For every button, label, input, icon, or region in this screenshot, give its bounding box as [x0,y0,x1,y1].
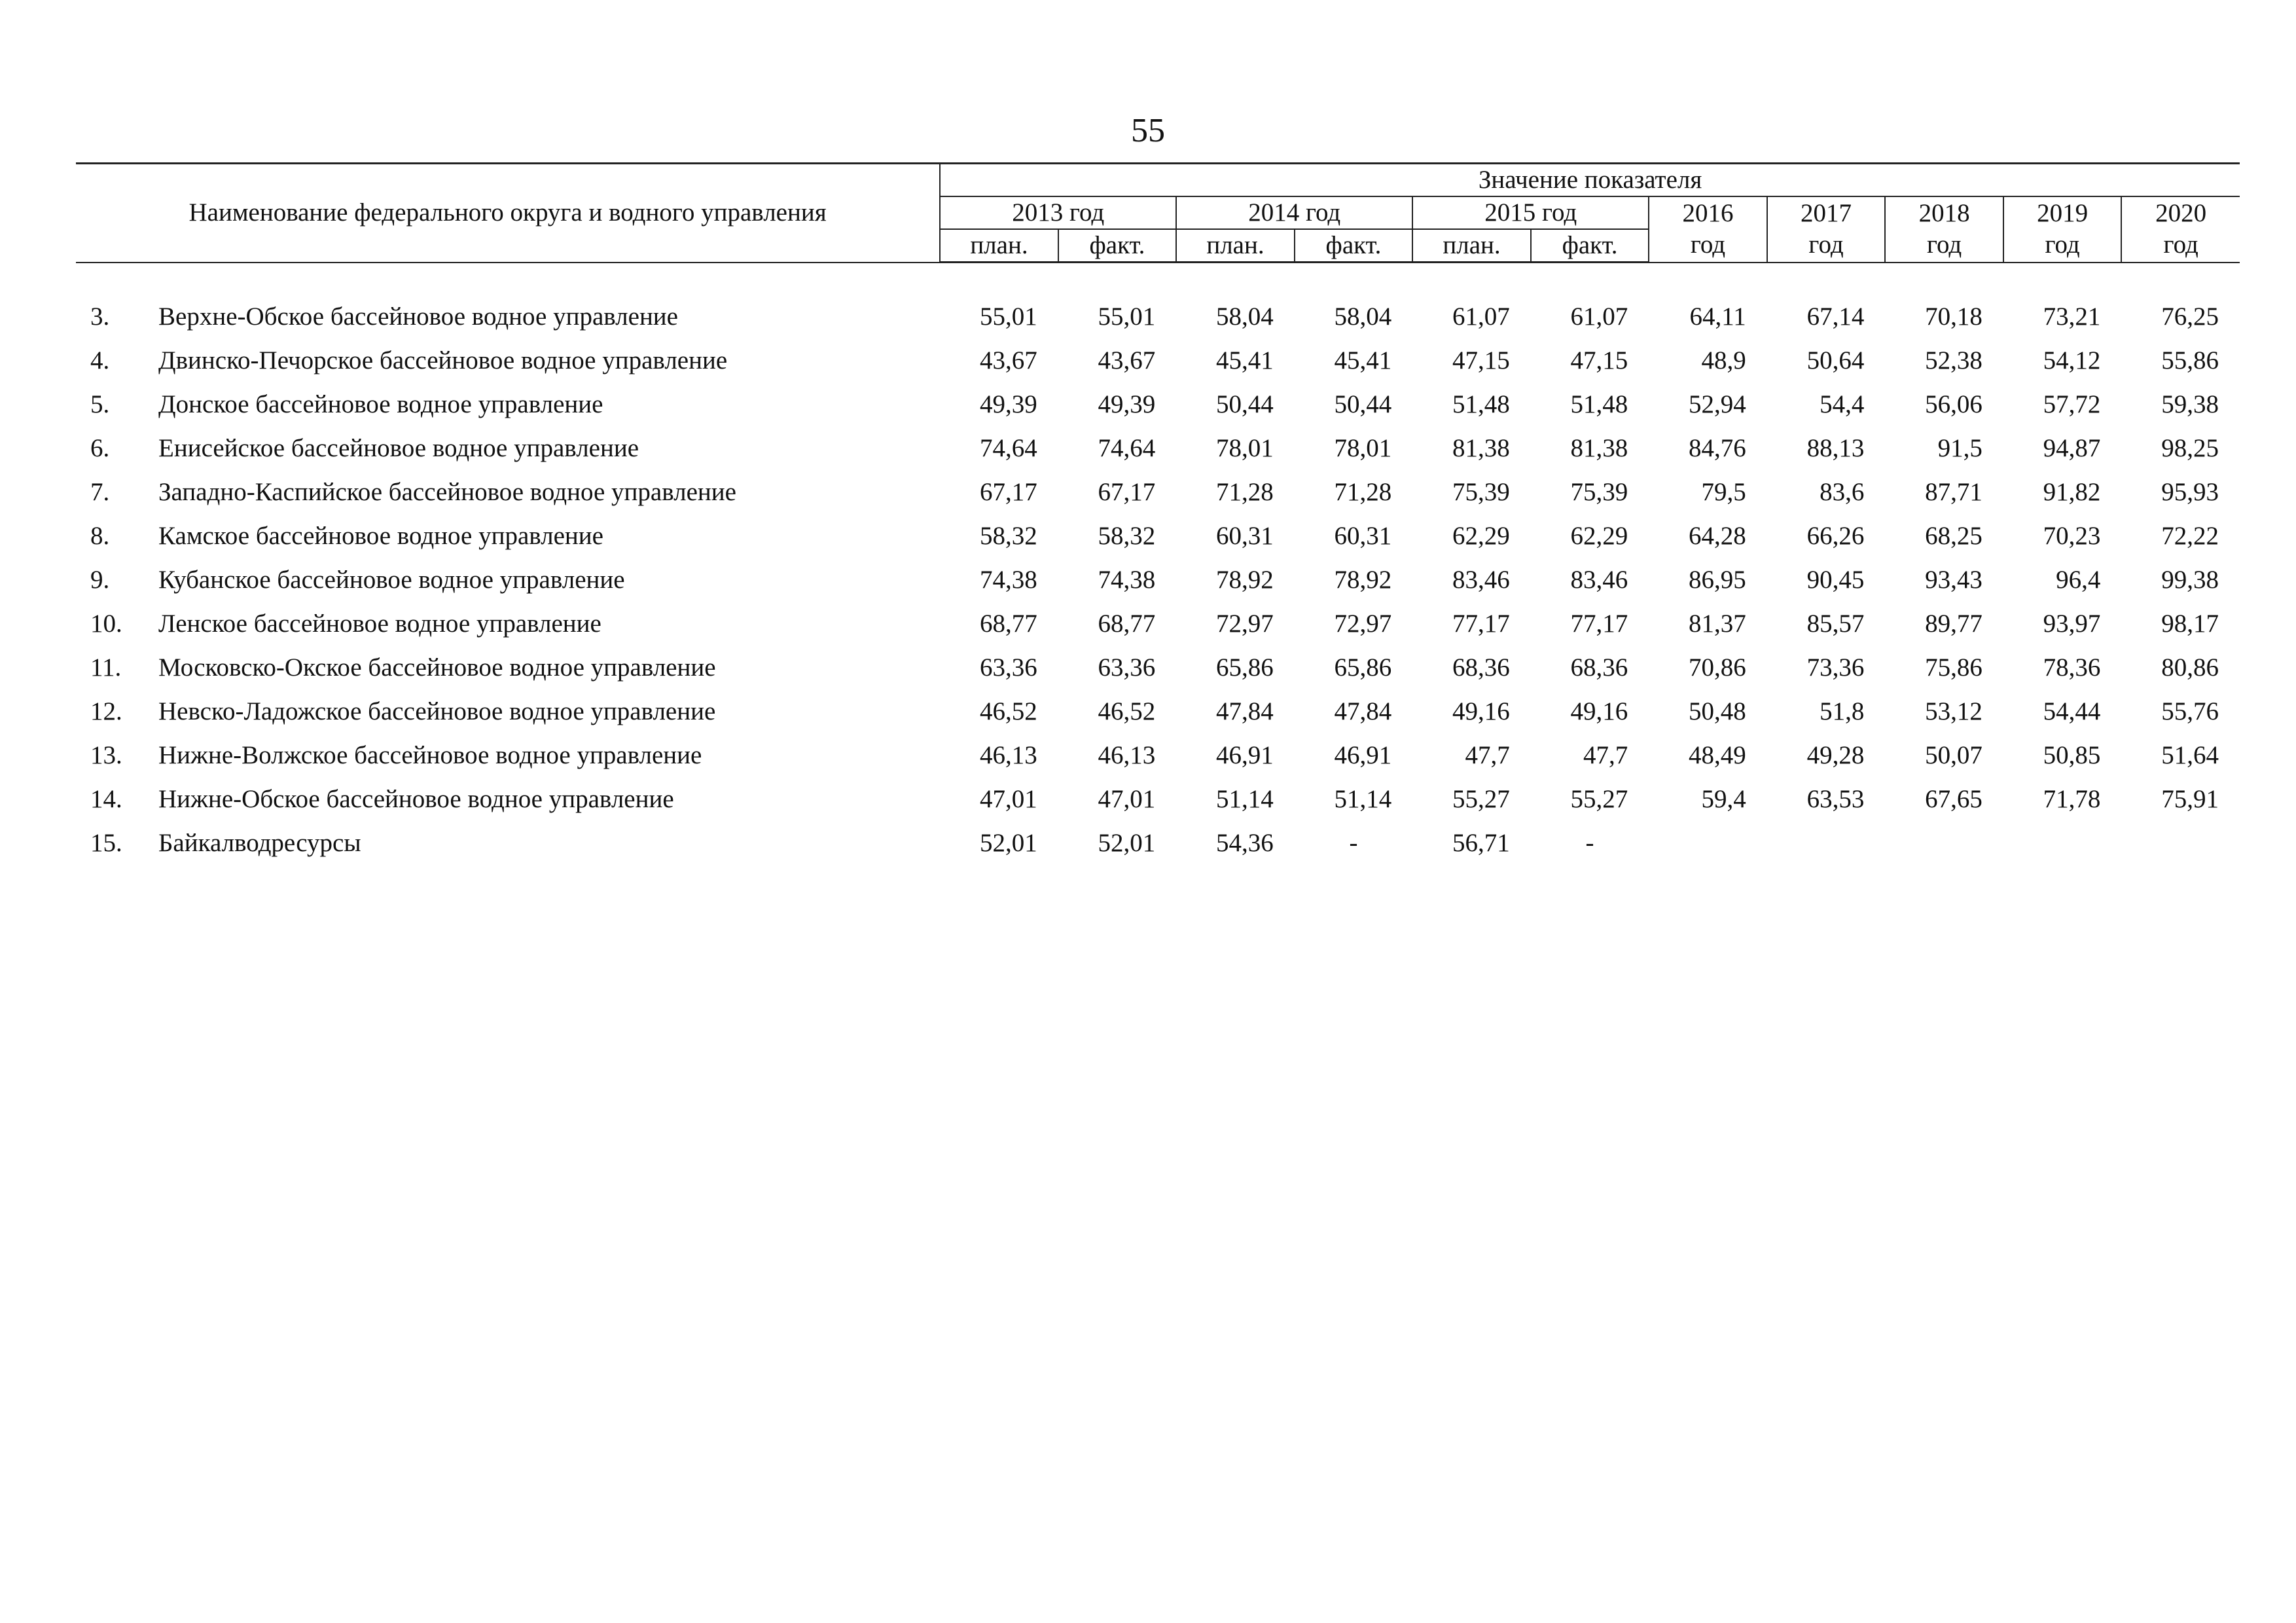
value-cell: 70,86 [1689,653,1746,682]
value-cell: 47,7 [1583,741,1628,769]
value-cell: 55,27 [1452,785,1510,813]
table-row [76,821,2240,865]
header-sub-plan: план. [1176,229,1295,263]
value-cell: 45,41 [1334,346,1392,374]
value-cell: 46,13 [1098,741,1156,769]
value-cell [1885,821,2003,865]
value-cell: 55,01 [979,302,1037,331]
value-cell: 72,97 [1215,610,1274,638]
value-cell: 70,18 [1925,302,1982,331]
value-cell: 50,48 [1689,697,1746,725]
value-cell: 96,4 [2056,566,2101,594]
header-year-2019: 2019 год [2003,196,2122,263]
header-indicator: Значение показателя [940,164,2240,197]
value-cell: 67,65 [1925,785,1982,813]
row-number: 14. [90,785,122,813]
value-cell: 77,17 [1570,610,1628,638]
value-cell: 49,39 [1098,390,1156,418]
header-year-2013: 2013 год [940,196,1176,229]
table-row [76,558,2240,602]
row-number: 6. [90,434,110,462]
value-cell: 46,52 [1098,697,1156,725]
value-cell: 56,06 [1925,390,1982,418]
value-cell: 81,38 [1452,434,1510,462]
value-cell: 51,64 [2161,741,2219,769]
value-cell: 61,07 [1452,302,1510,331]
value-cell: 81,37 [1689,610,1746,638]
value-cell: 93,43 [1925,566,1982,594]
value-cell: 47,84 [1334,697,1392,725]
table-row [76,733,2240,777]
value-cell: 73,21 [2043,302,2101,331]
value-cell: 45,41 [1215,346,1274,374]
value-cell: 59,38 [2161,390,2219,418]
value-cell: 55,27 [1570,785,1628,813]
indicator-table [76,162,2240,865]
header-sub-plan: план. [1412,229,1531,263]
row-name: Байкалводресурсы [158,829,361,857]
value-cell: 48,49 [1689,741,1746,769]
value-cell: 75,39 [1452,478,1510,506]
value-cell: 59,4 [1701,785,1746,813]
value-cell: 84,76 [1689,434,1746,462]
value-cell: 47,84 [1215,697,1274,725]
row-number: 12. [90,697,122,725]
table-body [76,263,2240,866]
header-year-2016: 2016 год [1649,196,1767,263]
page-number: 55 [1131,112,1165,149]
value-cell: 76,25 [2161,302,2219,331]
value-cell: 64,28 [1689,522,1746,550]
value-cell: 88,13 [1806,434,1865,462]
value-cell: 83,46 [1570,566,1628,594]
value-cell: 67,17 [979,478,1037,506]
value-cell: 67,14 [1806,302,1865,331]
value-cell: 63,53 [1806,785,1865,813]
value-cell: 47,7 [1465,741,1510,769]
row-number: 5. [90,390,110,418]
value-cell: 74,38 [979,566,1037,594]
value-cell: 57,72 [2043,390,2101,418]
value-cell: 49,16 [1570,697,1628,725]
value-cell: 51,8 [1820,697,1865,725]
value-cell: 66,26 [1806,522,1865,550]
value-cell: 58,32 [979,522,1037,550]
value-cell [1767,821,1886,865]
value-cell: 94,87 [2043,434,2101,462]
table-row [76,426,2240,470]
value-cell: 49,16 [1452,697,1510,725]
value-cell: 78,01 [1215,434,1274,462]
row-number: 9. [90,566,110,594]
value-cell: 49,28 [1806,741,1865,769]
value-cell: 78,01 [1334,434,1392,462]
value-cell: 52,94 [1689,390,1746,418]
table-row [76,470,2240,514]
header-name-column: Наименование федерального округа и водного управления [76,164,940,263]
value-cell: 93,97 [2043,610,2101,638]
value-cell: 48,9 [1701,346,1746,374]
row-name: Донское бассейновое водное управление [158,390,603,418]
value-cell: 50,07 [1925,741,1982,769]
value-cell: 71,28 [1215,478,1274,506]
value-cell: 65,86 [1334,653,1392,682]
table-row [76,777,2240,821]
value-cell: 95,93 [2161,478,2219,506]
value-cell: 46,52 [979,697,1037,725]
value-cell: 52,38 [1925,346,1982,374]
value-cell: 63,36 [979,653,1037,682]
table-row [76,646,2240,689]
value-cell: 72,97 [1334,610,1392,638]
value-cell: 71,78 [2043,785,2101,813]
value-cell: 98,17 [2161,610,2219,638]
row-name: Невско-Ладожское бассейновое водное управление [158,697,716,725]
value-cell: 75,91 [2161,785,2219,813]
value-cell: 99,38 [2161,566,2219,594]
value-cell: - [1585,829,1594,857]
value-cell: 68,77 [979,610,1037,638]
value-cell: 98,25 [2161,434,2219,462]
value-cell: 51,14 [1215,785,1274,813]
value-cell: 47,01 [979,785,1037,813]
value-cell: 58,04 [1215,302,1274,331]
table-row [76,602,2240,646]
value-cell: 46,91 [1215,741,1274,769]
value-cell: 43,67 [979,346,1037,374]
row-name: Двинско-Печорское бассейновое водное управление [158,346,728,374]
value-cell: 75,39 [1570,478,1628,506]
header-sub-fact: факт. [1295,229,1413,263]
value-cell: 72,22 [2161,522,2219,550]
value-cell: 50,64 [1806,346,1865,374]
row-number: 8. [90,522,110,550]
value-cell: 58,04 [1334,302,1392,331]
row-name: Западно-Каспийское бассейновое водное управление [158,478,736,506]
value-cell: 50,85 [2043,741,2101,769]
value-cell: 53,12 [1925,697,1982,725]
row-name: Нижне-Волжское бассейновое водное управление [158,741,702,769]
value-cell: 55,86 [2161,346,2219,374]
value-cell: 89,77 [1925,610,1982,638]
value-cell: 79,5 [1701,478,1746,506]
value-cell: 91,82 [2043,478,2101,506]
value-cell: 87,71 [1925,478,1982,506]
value-cell: 62,29 [1452,522,1510,550]
table-header [76,164,2240,263]
value-cell: 74,64 [979,434,1037,462]
value-cell: 64,11 [1689,302,1746,331]
table-row [76,689,2240,733]
value-cell: 83,46 [1452,566,1510,594]
value-cell: 65,86 [1215,653,1274,682]
row-number: 15. [90,829,122,857]
row-name: Ленское бассейновое водное управление [158,610,601,638]
row-name: Енисейское бассейновое водное управление [158,434,639,462]
table-row [76,514,2240,558]
value-cell: 54,12 [2043,346,2101,374]
row-number: 11. [90,653,122,682]
header-year-2020: 2020 год [2121,196,2240,263]
value-cell: 56,71 [1452,829,1510,857]
table-row [76,295,2240,338]
row-name: Камское бассейновое водное управление [158,522,603,550]
row-number: 13. [90,741,122,769]
value-cell: 75,86 [1925,653,1982,682]
value-cell: 62,29 [1570,522,1628,550]
value-cell: 58,32 [1098,522,1156,550]
value-cell: 83,6 [1820,478,1865,506]
value-cell: 74,64 [1098,434,1156,462]
value-cell: 50,44 [1215,390,1274,418]
value-cell: 78,92 [1215,566,1274,594]
value-cell: 52,01 [1098,829,1156,857]
value-cell: 60,31 [1334,522,1392,550]
value-cell: 80,86 [2161,653,2219,682]
value-cell: 73,36 [1806,653,1865,682]
header-sub-fact: факт. [1531,229,1649,263]
header-year-2014: 2014 год [1176,196,1412,229]
value-cell: 63,36 [1098,653,1156,682]
value-cell: 51,48 [1452,390,1510,418]
value-cell: 46,91 [1334,741,1392,769]
value-cell: 78,92 [1334,566,1392,594]
value-cell: 70,23 [2043,522,2101,550]
value-cell: 67,17 [1098,478,1156,506]
value-cell: 71,28 [1334,478,1392,506]
value-cell: 46,13 [979,741,1037,769]
value-cell [1649,821,1767,865]
value-cell: 68,77 [1098,610,1156,638]
header-year-2015: 2015 год [1412,196,1649,229]
value-cell [2121,821,2240,865]
value-cell: 52,01 [979,829,1037,857]
row-number: 10. [90,610,122,638]
header-sub-fact: факт. [1058,229,1177,263]
value-cell: 55,01 [1098,302,1156,331]
value-cell: 54,4 [1820,390,1865,418]
value-cell: 47,15 [1452,346,1510,374]
value-cell: 54,36 [1215,829,1274,857]
value-cell: 51,48 [1570,390,1628,418]
value-cell: 77,17 [1452,610,1510,638]
value-cell: 78,36 [2043,653,2101,682]
row-number: 4. [90,346,110,374]
value-cell: 81,38 [1570,434,1628,462]
value-cell: 54,44 [2043,697,2101,725]
row-number: 3. [90,302,110,331]
value-cell: 68,36 [1452,653,1510,682]
value-cell: 47,01 [1098,785,1156,813]
table-row [76,382,2240,426]
table-row [76,338,2240,382]
value-cell [2003,821,2122,865]
value-cell: 68,25 [1925,522,1982,550]
value-cell: 91,5 [1937,434,1982,462]
value-cell: 55,76 [2161,697,2219,725]
value-cell: 85,57 [1806,610,1865,638]
row-name: Кубанское бассейновое водное управление [158,566,625,594]
value-cell: 68,36 [1570,653,1628,682]
value-cell: 47,15 [1570,346,1628,374]
row-name: Нижне-Обское бассейновое водное управление [158,785,674,813]
header-sub-plan: план. [940,229,1058,263]
value-cell: 86,95 [1689,566,1746,594]
value-cell: 49,39 [979,390,1037,418]
value-cell: 61,07 [1570,302,1628,331]
value-cell: 74,38 [1098,566,1156,594]
value-cell: 90,45 [1806,566,1865,594]
value-cell: 43,67 [1098,346,1156,374]
header-year-2017: 2017 год [1767,196,1886,263]
row-name: Верхне-Обское бассейновое водное управление [158,302,678,331]
header-year-2018: 2018 год [1885,196,2003,263]
value-cell: 50,44 [1334,390,1392,418]
value-cell: - [1349,829,1358,857]
row-name: Московско-Окское бассейновое водное управление [158,653,716,682]
row-number: 7. [90,478,110,506]
value-cell: 60,31 [1215,522,1274,550]
value-cell: 51,14 [1334,785,1392,813]
